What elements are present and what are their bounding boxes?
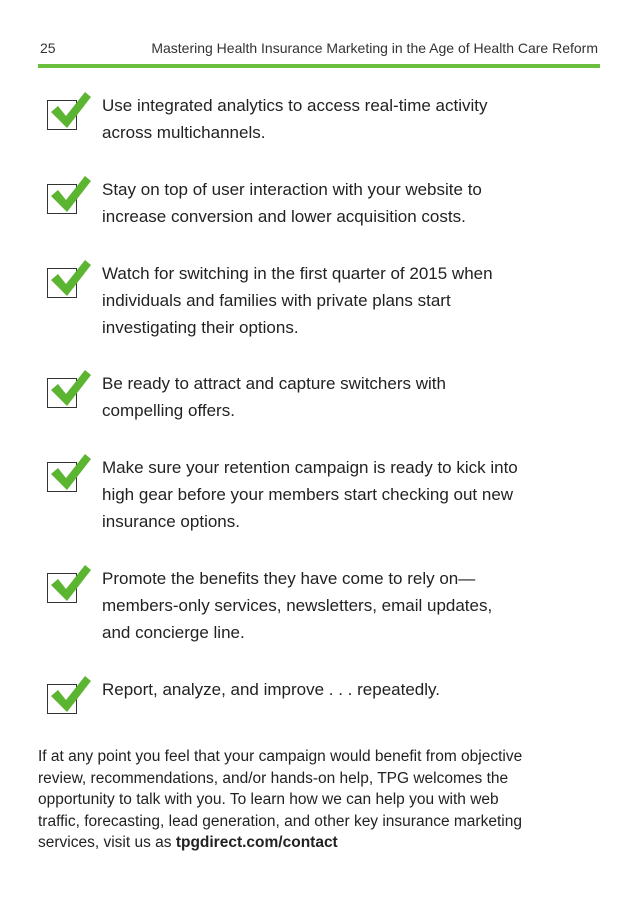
checklist-item-line: insurance options. bbox=[102, 512, 240, 531]
page-number: 25 bbox=[40, 40, 56, 56]
checklist-item-line: compelling offers. bbox=[102, 401, 235, 420]
checklist-item-line: Promote the benefits they have come to rely on— bbox=[102, 569, 476, 588]
checklist-item-line: and concierge line. bbox=[102, 623, 245, 642]
checklist-item-text bbox=[102, 370, 582, 424]
checked-checkbox-icon bbox=[45, 454, 79, 488]
checked-checkbox-icon bbox=[45, 260, 79, 294]
checked-checkbox-icon bbox=[45, 676, 79, 710]
checklist-item-text bbox=[102, 92, 582, 146]
contact-link[interactable]: tpgdirect.com/contact bbox=[175, 834, 338, 851]
running-title: Mastering Health Insurance Marketing in the Age of Health Care Reform bbox=[151, 40, 598, 56]
closing-last-line bbox=[38, 832, 600, 854]
checklist-item-text bbox=[102, 454, 582, 535]
closing-line: services, visit us as bbox=[38, 834, 176, 851]
closing-line: If at any point you feel that your campaign would benefit from objective bbox=[38, 748, 523, 765]
checklist-item-line: across multichannels. bbox=[102, 123, 266, 142]
closing-paragraph bbox=[38, 746, 600, 854]
checklist-item-text bbox=[102, 260, 582, 341]
checklist-item-line: Watch for switching in the first quarter of 2015 when bbox=[102, 264, 493, 283]
closing-line: traffic, forecasting, lead generation, and other key insurance marketing bbox=[38, 812, 522, 830]
checklist-item-line: individuals and families with private plans start bbox=[102, 291, 451, 310]
page-header bbox=[38, 38, 600, 60]
checklist-item-line: investigating their options. bbox=[102, 318, 299, 337]
header-rule bbox=[38, 64, 600, 68]
checklist-item-line: high gear before your members start checking out new bbox=[102, 485, 514, 504]
checklist-item-line: Report, analyze, and improve . . . repeatedly. bbox=[102, 680, 440, 699]
checklist-item-line: increase conversion and lower acquisition costs. bbox=[102, 207, 466, 226]
checklist-item-line: Make sure your retention campaign is ready to kick into bbox=[102, 458, 518, 477]
closing-line: opportunity to talk with you. To learn how we can help you with web bbox=[38, 791, 499, 808]
checklist-item-text bbox=[102, 676, 582, 703]
checklist-item-line: Use integrated analytics to access real-time activity bbox=[102, 96, 488, 115]
checklist-item-line: Be ready to attract and capture switchers with bbox=[102, 374, 446, 393]
checklist-item-text bbox=[102, 176, 582, 230]
checklist-item-line: Stay on top of user interaction with your website to bbox=[102, 180, 482, 199]
checked-checkbox-icon bbox=[45, 92, 79, 126]
checked-checkbox-icon bbox=[45, 176, 79, 210]
checklist-item-line: members-only services, newsletters, email updates, bbox=[102, 596, 493, 615]
checklist-item-text bbox=[102, 565, 582, 646]
checked-checkbox-icon bbox=[45, 370, 79, 404]
checked-checkbox-icon bbox=[45, 565, 79, 599]
closing-line: review, recommendations, and/or hands-on help, TPG welcomes the bbox=[38, 769, 509, 787]
